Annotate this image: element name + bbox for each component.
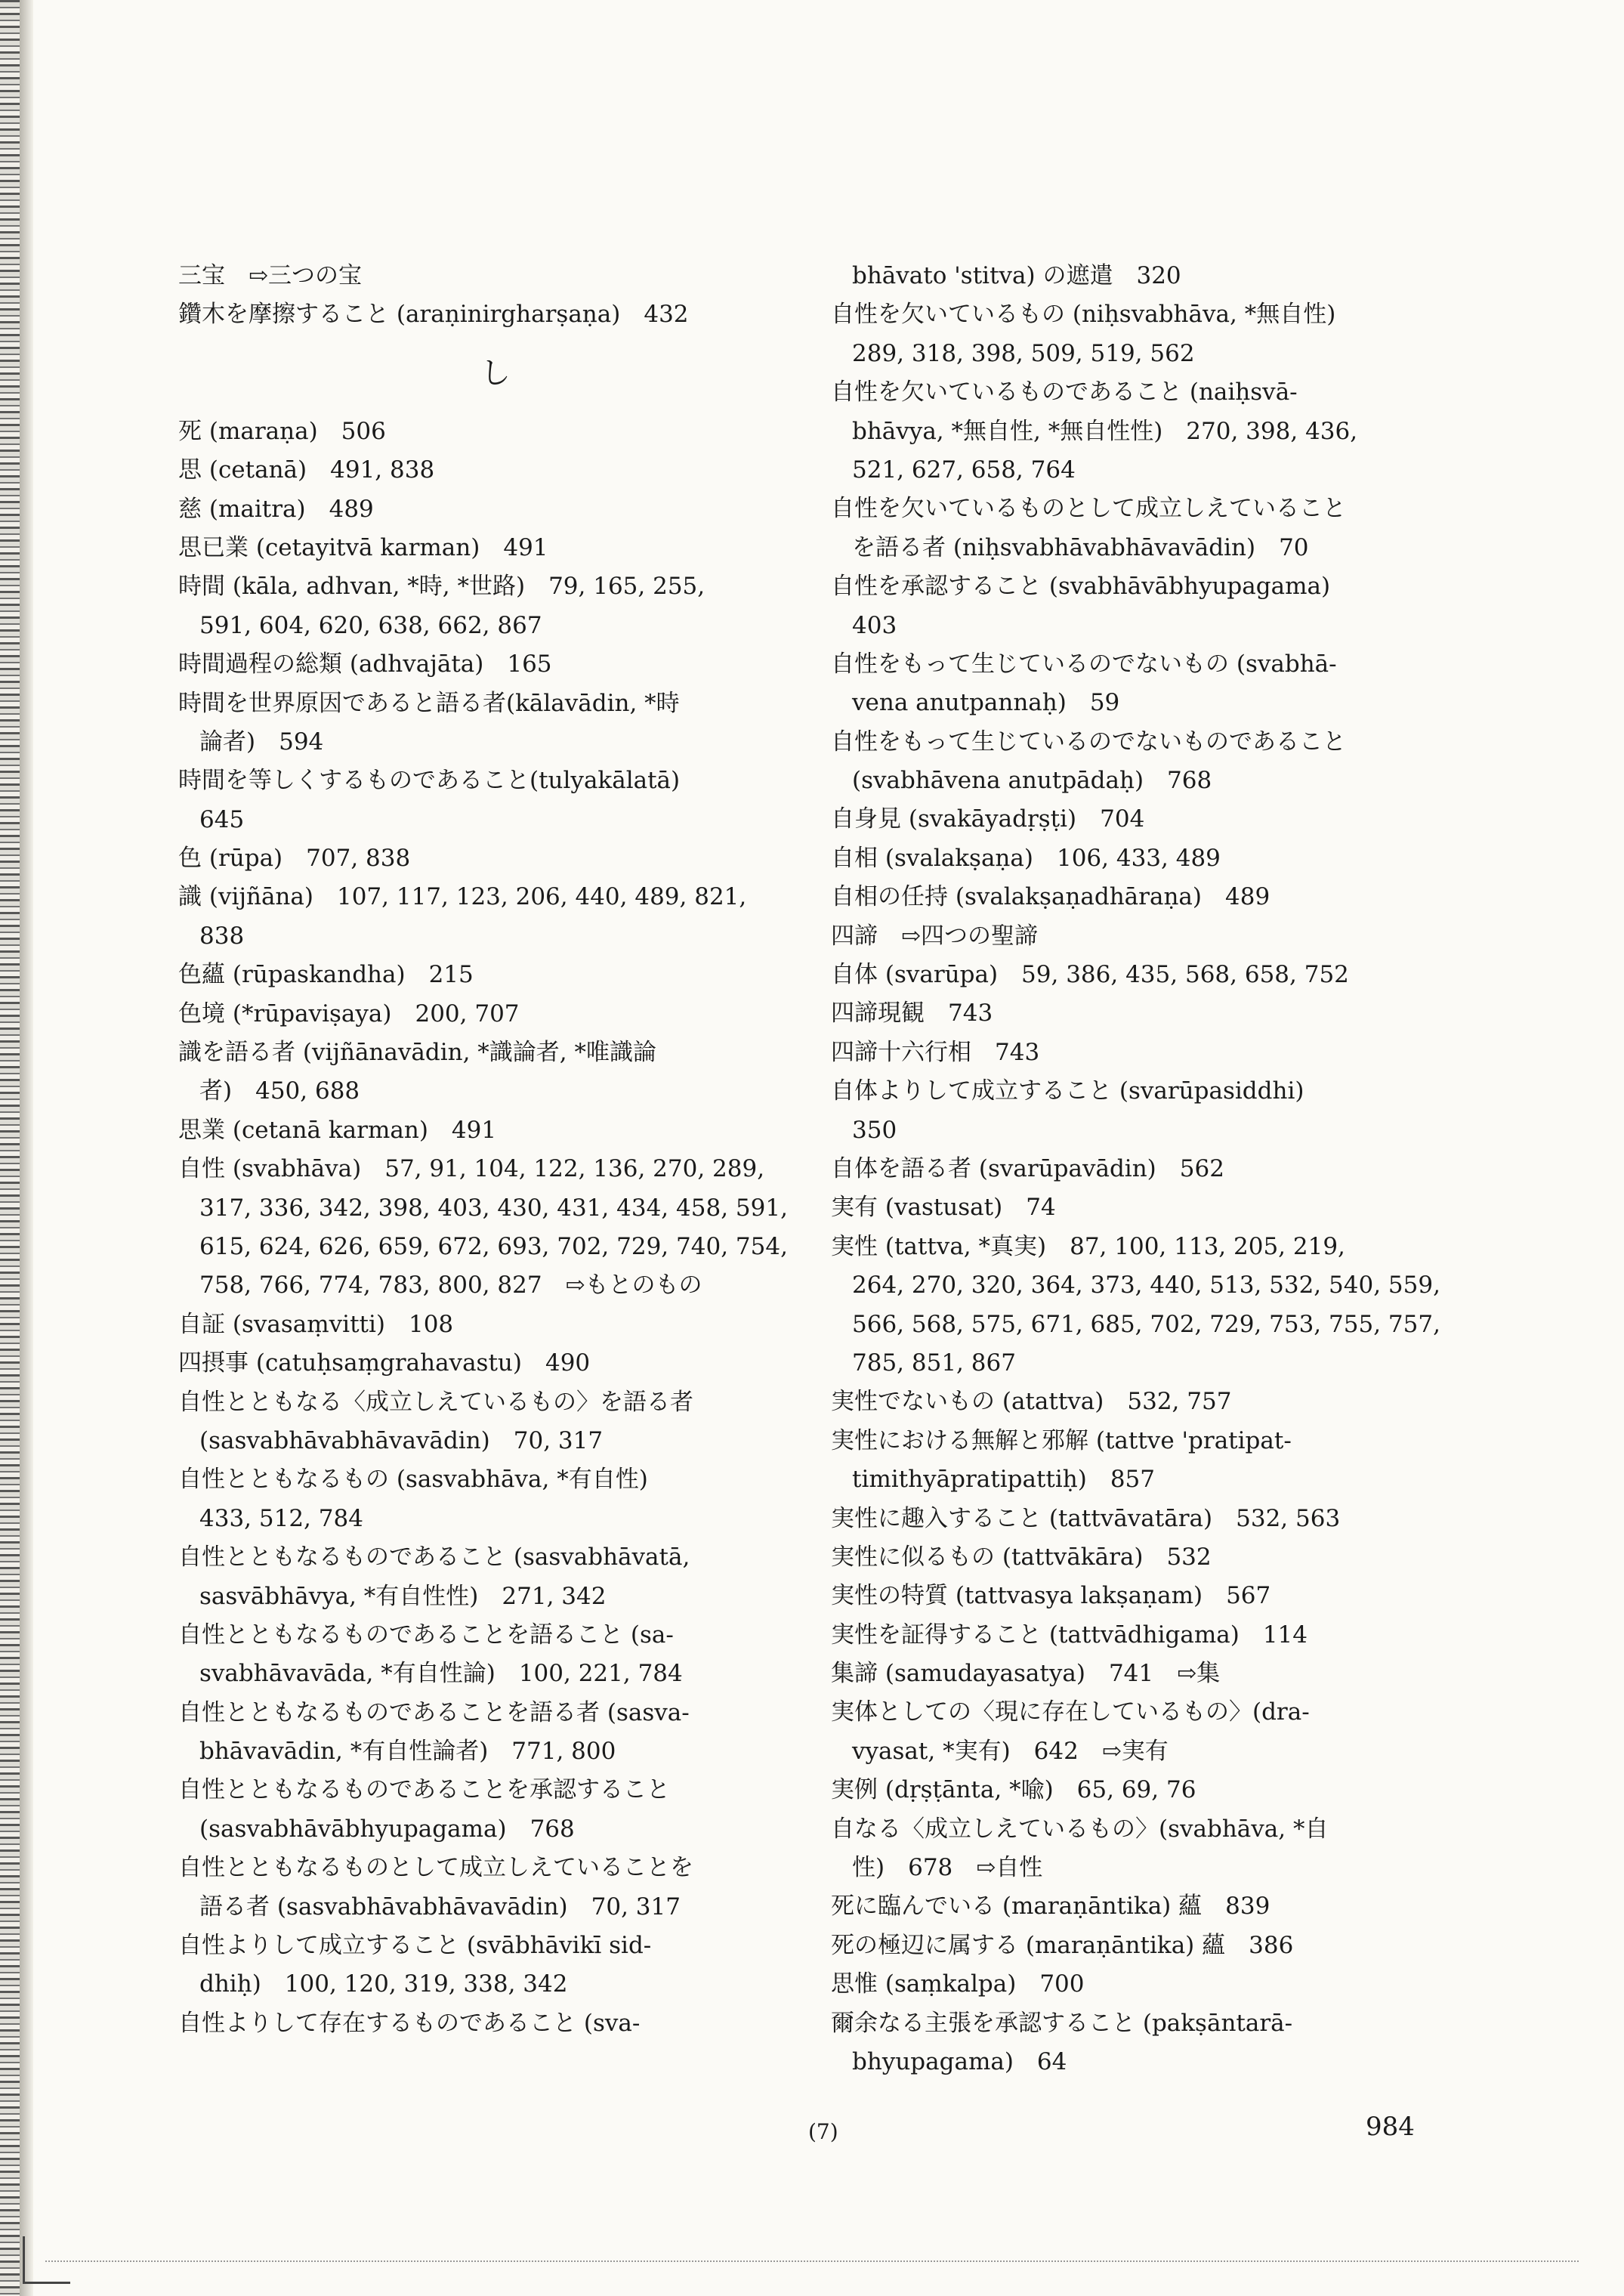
index-entry-continuation: sasvābhāvya, *有自性性) 271, 342 bbox=[199, 1582, 607, 1610]
index-entry: 爾余なる主張を承認すること (pakṣāntarā- bbox=[831, 2009, 1293, 2037]
index-entry: 色境 (*rūpaviṣaya) 200, 707 bbox=[178, 1000, 520, 1027]
binding-shadow bbox=[20, 0, 33, 2296]
index-entry-continuation: 785, 851, 867 bbox=[852, 1349, 1016, 1377]
index-entry-continuation: を語る者 (niḥsvabhāvabhāvavādin) 70 bbox=[852, 533, 1309, 561]
index-entry: 識を語る者 (vijñānavādin, *識論者, *唯識論 bbox=[178, 1039, 657, 1067]
index-entry: 自性とともなるもの (sasvabhāva, *有自性) bbox=[178, 1466, 648, 1494]
index-entry-continuation: 403 bbox=[852, 611, 897, 639]
index-entry-continuation: 615, 624, 626, 659, 672, 693, 702, 729, 740, 754, bbox=[199, 1232, 788, 1260]
index-entry: 四諦 ⇨四つの聖諦 bbox=[831, 922, 1038, 950]
index-entry: 自性を欠いているものとして成立しえていること bbox=[831, 495, 1346, 523]
index-entry: 自性よりして成立すること (svābhāvikī sid- bbox=[178, 1932, 652, 1960]
index-entry: 自身見 (svakāyadṛṣṭi) 704 bbox=[831, 805, 1145, 833]
index-entry: 自体よりして成立すること (svarūpasiddhi) bbox=[831, 1077, 1304, 1105]
index-entry: 思 (cetanā) 491, 838 bbox=[178, 456, 435, 484]
index-entry: 色蘊 (rūpaskandha) 215 bbox=[178, 961, 474, 989]
index-entry: 自性 (svabhāva) 57, 91, 104, 122, 136, 270, 289, bbox=[178, 1155, 765, 1183]
index-entry-continuation: 591, 604, 620, 638, 662, 867 bbox=[199, 611, 542, 639]
index-entry: 自なる〈成立しえているもの〉(svabhāva, *自 bbox=[831, 1815, 1329, 1843]
index-entry-continuation: 758, 766, 774, 783, 800, 827 ⇨もとのもの bbox=[199, 1272, 702, 1299]
index-entry-continuation: 645 bbox=[199, 805, 245, 833]
index-entry: 実例 (dṛṣṭānta, *喩) 65, 69, 76 bbox=[831, 1776, 1196, 1804]
index-entry: 四諦現観 743 bbox=[831, 1000, 993, 1027]
index-entry: 自性を承認すること (svabhāvābhyupagama) bbox=[831, 573, 1331, 601]
index-entry: 実有 (vastusat) 74 bbox=[831, 1194, 1056, 1222]
index-entry-continuation: bhāvato 'stitva) の遮遣 320 bbox=[852, 262, 1181, 289]
index-entry: 色 (rūpa) 707, 838 bbox=[178, 845, 411, 873]
index-entry: 自性とともなるものであることを承認すること bbox=[178, 1776, 670, 1804]
index-entry: 思業 (cetanā karman) 491 bbox=[178, 1116, 497, 1144]
index-entry: 実性における無解と邪解 (tattve 'pratipat- bbox=[831, 1426, 1292, 1454]
index-entry-continuation: 者) 450, 688 bbox=[199, 1077, 360, 1105]
index-entry-continuation: 289, 318, 398, 509, 519, 562 bbox=[852, 339, 1195, 367]
index-entry-continuation: (sasvabhāvābhyupagama) 768 bbox=[199, 1815, 575, 1843]
index-entry-continuation: dhiḥ) 100, 120, 319, 338, 342 bbox=[199, 1970, 568, 1998]
index-entry-continuation: vena anutpannaḥ) 59 bbox=[852, 689, 1120, 717]
index-entry: 自性とともなるものであること (sasvabhāvatā, bbox=[178, 1544, 690, 1571]
page-number: 984 bbox=[1366, 2112, 1415, 2142]
corner-mark bbox=[23, 2236, 70, 2284]
index-entry: 時間 (kāla, adhvan, *時, *世路) 79, 165, 255, bbox=[178, 573, 705, 601]
index-entry-continuation: vyasat, *実有) 642 ⇨実有 bbox=[852, 1737, 1169, 1765]
index-entry: 実性に趣入すること (tattvāvatāra) 532, 563 bbox=[831, 1504, 1341, 1532]
index-entry: 集諦 (samudayasatya) 741 ⇨集 bbox=[831, 1660, 1221, 1688]
bottom-dotted-rule bbox=[45, 2260, 1579, 2262]
index-entry: 実性 (tattva, *真実) 87, 100, 113, 205, 219, bbox=[831, 1232, 1345, 1260]
index-entry-continuation: 性) 678 ⇨自性 bbox=[852, 1854, 1043, 1882]
index-entry: 実体としての〈現に存在しているもの〉(dra- bbox=[831, 1698, 1310, 1726]
index-entry-continuation: 264, 270, 320, 364, 373, 440, 513, 532, 540, 559, bbox=[852, 1272, 1440, 1299]
index-entry: 自証 (svasaṃvitti) 108 bbox=[178, 1310, 454, 1338]
index-entry-continuation: 566, 568, 575, 671, 685, 702, 729, 753, 755, 757, bbox=[852, 1310, 1440, 1338]
index-entry-continuation: 521, 627, 658, 764 bbox=[852, 456, 1076, 484]
index-entry: 時間過程の総類 (adhvajāta) 165 bbox=[178, 650, 552, 678]
index-entry-continuation: (svabhāvena anutpādaḥ) 768 bbox=[852, 767, 1212, 795]
index-entry: 自性よりして存在するものであること (sva- bbox=[178, 2009, 641, 2037]
index-entry-continuation: 838 bbox=[199, 922, 245, 950]
index-entry: 死の極辺に属する (maraṇāntika) 蘊 386 bbox=[831, 1931, 1294, 1959]
index-entry: 四諦十六行相 743 bbox=[831, 1038, 1040, 1066]
index-entry: 死 (maraṇa) 506 bbox=[178, 417, 386, 445]
index-entry: 自性を欠いているものであること (naiḥsvā- bbox=[831, 379, 1298, 406]
index-entry-continuation: (sasvabhāvabhāvavādin) 70, 317 bbox=[199, 1426, 604, 1454]
index-entry-continuation: timithyāpratipattiḥ) 857 bbox=[852, 1466, 1156, 1494]
index-column-right bbox=[831, 257, 1465, 2081]
index-entry: 自性とともなるものであることを語る者 (sasva- bbox=[178, 1698, 690, 1726]
index-entry: 自性をもって生じているのでないもの (svabhā- bbox=[831, 650, 1337, 678]
index-entry: 自相 (svalakṣaṇa) 106, 433, 489 bbox=[831, 844, 1221, 872]
section-page-number: (7) bbox=[808, 2119, 838, 2144]
index-entry: 実性でないもの (atattva) 532, 757 bbox=[831, 1388, 1232, 1416]
index-entry: 自体を語る者 (svarūpavādin) 562 bbox=[831, 1154, 1224, 1182]
section-heading: し bbox=[480, 355, 511, 391]
index-entry-continuation: 350 bbox=[852, 1116, 897, 1144]
index-entry: 識 (vijñāna) 107, 117, 123, 206, 440, 489, 821, bbox=[178, 883, 747, 911]
index-entry: 四摂事 (catuḥsaṃgrahavastu) 490 bbox=[178, 1349, 591, 1377]
index-entry: 死に臨んでいる (maraṇāntika) 蘊 839 bbox=[831, 1893, 1270, 1921]
index-entry: 思已業 (cetayitvā karman) 491 bbox=[178, 533, 548, 561]
index-entry: 時間を等しくするものであること(tulyakālatā) bbox=[178, 767, 681, 795]
book-binding-edge bbox=[0, 0, 20, 2296]
index-entry: 自性とともなるものであることを語ること (sa- bbox=[178, 1621, 674, 1649]
index-entry: 自相の任持 (svalakṣaṇadhāraṇa) 489 bbox=[831, 883, 1270, 911]
index-entry: 自性をもって生じているのでないものであること bbox=[831, 728, 1346, 756]
index-entry: 思惟 (saṃkalpa) 700 bbox=[831, 1970, 1085, 1998]
index-entry: 三宝 ⇨三つの宝 bbox=[178, 262, 362, 289]
index-entry-continuation: 語る者 (sasvabhāvabhāvavādin) 70, 317 bbox=[199, 1893, 681, 1921]
index-entry: 実性に似るもの (tattvākāra) 532 bbox=[831, 1543, 1212, 1571]
index-entry: 実性の特質 (tattvasya lakṣaṇam) 567 bbox=[831, 1582, 1271, 1610]
index-entry: 自性とともなる〈成立しえているもの〉を語る者 bbox=[178, 1388, 693, 1416]
index-entry: 自体 (svarūpa) 59, 386, 435, 568, 658, 752 bbox=[831, 961, 1349, 989]
index-entry-continuation: bhāvavādin, *有自性論者) 771, 800 bbox=[199, 1738, 616, 1766]
index-entry-continuation: 317, 336, 342, 398, 403, 430, 431, 434, 458, 591, bbox=[199, 1194, 788, 1222]
index-column-left bbox=[178, 257, 813, 2043]
index-entry-continuation: 論者) 594 bbox=[199, 728, 324, 756]
index-entry-continuation: svabhāvavāda, *有自性論) 100, 221, 784 bbox=[199, 1660, 683, 1688]
index-entry: 時間を世界原因であると語る者(kālavādin, *時 bbox=[178, 689, 680, 717]
index-entry: 慈 (maitra) 489 bbox=[178, 495, 374, 523]
index-entry: 自性を欠いているもの (niḥsvabhāva, *無自性) bbox=[831, 301, 1336, 329]
index-entry-continuation: bhyupagama) 64 bbox=[852, 2047, 1067, 2075]
index-entry: 実性を証得すること (tattvādhigama) 114 bbox=[831, 1621, 1308, 1649]
index-entry-continuation: bhāvya, *無自性, *無自性性) 270, 398, 436, bbox=[852, 417, 1358, 445]
index-entry: 鑽木を摩擦すること (araṇinirgharṣaṇa) 432 bbox=[178, 301, 689, 329]
index-entry: 自性とともなるものとして成立しえていることを bbox=[178, 1854, 693, 1882]
index-entry-continuation: 433, 512, 784 bbox=[199, 1504, 363, 1532]
